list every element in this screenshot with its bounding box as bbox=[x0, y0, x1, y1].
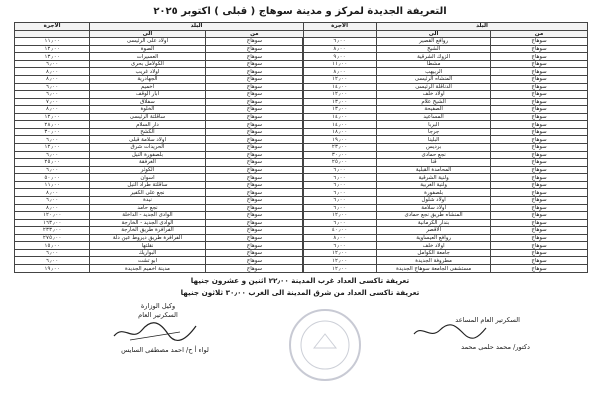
cell-to: اولاد على الرئيسى bbox=[90, 38, 206, 46]
cell-to: الشيخ علام bbox=[377, 98, 491, 106]
table-row bbox=[15, 151, 304, 159]
cell-from: سوهاج bbox=[491, 181, 588, 189]
cell-from: سوهاج bbox=[491, 68, 588, 76]
cell-fare: ١٢٫٠٠ bbox=[303, 75, 377, 83]
table-row bbox=[15, 174, 304, 182]
cell-to: روافع القصير bbox=[377, 38, 491, 46]
cell-fare: ٤٠٫٠٠ bbox=[303, 227, 377, 235]
table-row bbox=[15, 249, 304, 257]
cell-fare: ٦٫٠٠ bbox=[15, 83, 90, 91]
cell-fare: ٦٫٠٠ bbox=[303, 242, 377, 250]
cell-fare: ٢٨٫٠٠ bbox=[15, 121, 90, 129]
cell-to: نيدة bbox=[90, 196, 206, 204]
table-row bbox=[15, 136, 304, 144]
cell-fare: ١٢٫٠٠ bbox=[303, 91, 377, 99]
cell-from: سوهاج bbox=[205, 98, 303, 106]
cell-from: سوهاج bbox=[205, 53, 303, 61]
cell-fare: ٨٫٠٠ bbox=[15, 75, 90, 83]
document-title: التعريفة الجديدة لمركز و مدينة سوهاج ( قبلى ) اكتوبر ٢٠٢٥ bbox=[153, 6, 447, 17]
cell-to: الاقصر bbox=[377, 227, 491, 235]
cell-fare: ١٣٫٠٠ bbox=[303, 106, 377, 114]
table-row bbox=[303, 189, 588, 197]
table-row bbox=[303, 257, 588, 265]
table-row bbox=[303, 242, 588, 250]
table-row bbox=[303, 196, 588, 204]
cell-fare: ٦٫٠٠ bbox=[303, 38, 377, 46]
cell-from: سوهاج bbox=[205, 257, 303, 265]
table-row bbox=[15, 212, 304, 220]
cell-to: الربيهب bbox=[377, 68, 491, 76]
cell-to: الخلوة bbox=[90, 106, 206, 114]
cell-to: الصوة bbox=[90, 45, 206, 53]
cell-from: سوهاج bbox=[491, 227, 588, 235]
cell-fare: ١٢٫٠٠ bbox=[303, 257, 377, 265]
column-header-to: الى bbox=[90, 30, 206, 38]
table-row bbox=[15, 83, 304, 91]
official-seal-stamp bbox=[286, 306, 364, 384]
cell-to: الوادى الجديد - الداخلة bbox=[90, 212, 206, 220]
cell-fare: ١٢٠٫٠٠ bbox=[15, 212, 90, 220]
cell-to: ابار الوقف bbox=[90, 91, 206, 99]
cell-from: سوهاج bbox=[491, 128, 588, 136]
cell-fare: ١٢٫٠٠ bbox=[15, 144, 90, 152]
cell-to: ساقلتة الرئيسى bbox=[90, 113, 206, 121]
table-row bbox=[303, 219, 588, 227]
column-header-city: البلد bbox=[377, 23, 588, 31]
cell-fare: ٨٫٠٠ bbox=[303, 45, 377, 53]
cell-to: نجع على الكفير bbox=[90, 189, 206, 197]
table-row bbox=[303, 265, 588, 273]
table-row bbox=[303, 75, 588, 83]
cell-to: اسوان bbox=[90, 174, 206, 182]
table-row bbox=[303, 38, 588, 46]
column-header-fare-blank bbox=[303, 30, 377, 38]
cell-from: سوهاج bbox=[491, 106, 588, 114]
cell-to: الكولامل بحرى bbox=[90, 60, 206, 68]
table-row bbox=[303, 60, 588, 68]
cell-from: سوهاج bbox=[205, 45, 303, 53]
table-row bbox=[15, 242, 304, 250]
table-row bbox=[303, 53, 588, 61]
cell-to: اولاد خلف bbox=[377, 91, 491, 99]
table-row bbox=[15, 219, 304, 227]
cell-from: سوهاج bbox=[205, 181, 303, 189]
table-row bbox=[303, 166, 588, 174]
table-row bbox=[15, 265, 304, 273]
cell-fare: ٦٫٠٠ bbox=[15, 257, 90, 265]
table-header-top bbox=[303, 23, 588, 31]
cell-fare: ١٤٫٠٠ bbox=[303, 83, 377, 91]
table-row bbox=[303, 234, 588, 242]
cell-from: سوهاج bbox=[205, 151, 303, 159]
cell-from: سوهاج bbox=[205, 60, 303, 68]
cell-to: المنشاه طريق نجع حمادى bbox=[377, 212, 491, 220]
cell-from: سوهاج bbox=[205, 234, 303, 242]
table-row bbox=[15, 227, 304, 235]
cell-fare: ١٦٣٫٠٠ bbox=[15, 219, 90, 227]
table-row bbox=[15, 113, 304, 121]
cell-from: سوهاج bbox=[205, 174, 303, 182]
table-row bbox=[303, 91, 588, 99]
cell-to: الكشح bbox=[90, 128, 206, 136]
cell-fare: ٦٫٠٠ bbox=[303, 219, 377, 227]
column-header-fare-blank bbox=[15, 30, 90, 38]
cell-fare: ٦٫٠٠ bbox=[15, 151, 90, 159]
table-row bbox=[15, 53, 304, 61]
table-row bbox=[15, 234, 304, 242]
cell-fare: ١٨٫٠٠ bbox=[303, 128, 377, 136]
column-header-fare: الاجرة bbox=[303, 23, 377, 31]
cell-fare: ١٤٫٠٠ bbox=[303, 113, 377, 121]
table-row bbox=[15, 257, 304, 265]
table-header-top bbox=[15, 23, 304, 31]
cell-fare: ٨٫٠٠ bbox=[15, 204, 90, 212]
cell-fare: ٨٫٠٠ bbox=[15, 189, 90, 197]
cell-to: الصفيحة bbox=[377, 106, 491, 114]
cell-from: سوهاج bbox=[491, 219, 588, 227]
cell-fare: ٢٥٫٠٠ bbox=[303, 159, 377, 167]
table-row bbox=[15, 128, 304, 136]
table-row bbox=[15, 45, 304, 53]
cell-fare: ٨٫٠٠ bbox=[15, 68, 90, 76]
cell-to: اولاد خلف bbox=[377, 242, 491, 250]
handwritten-signature-right bbox=[410, 322, 490, 342]
cell-to: اولاد سلامة bbox=[377, 204, 491, 212]
table-header-sub bbox=[15, 30, 304, 38]
cell-from: سوهاج bbox=[205, 204, 303, 212]
table-row bbox=[15, 159, 304, 167]
cell-to: مدينة اخميم الجديدة bbox=[90, 265, 206, 273]
cell-from: سوهاج bbox=[205, 144, 303, 152]
cell-to: ولنية الشرقية bbox=[377, 174, 491, 182]
cell-to: البواريك bbox=[90, 249, 206, 257]
cell-fare: ٧٫٠٠ bbox=[15, 98, 90, 106]
cell-from: سوهاج bbox=[491, 38, 588, 46]
table-row bbox=[303, 113, 588, 121]
cell-from: سوهاج bbox=[205, 136, 303, 144]
cell-from: سوهاج bbox=[205, 113, 303, 121]
cell-fare: ٦٫٠٠ bbox=[15, 91, 90, 99]
column-header-from: من bbox=[205, 30, 303, 38]
cell-from: سوهاج bbox=[491, 75, 588, 83]
cell-fare: ٦٫٠٠ bbox=[303, 174, 377, 182]
cell-from: سوهاج bbox=[491, 151, 588, 159]
cell-fare: ١١٫٠٠ bbox=[15, 38, 90, 46]
table-row bbox=[15, 60, 304, 68]
cell-to: المساعيد bbox=[377, 113, 491, 121]
cell-fare: ٦٫٠٠ bbox=[15, 60, 90, 68]
signature-title-assistant: السكرتير العام المساعد bbox=[455, 316, 520, 324]
cell-to: المحامدة القبلية bbox=[377, 166, 491, 174]
cell-from: سوهاج bbox=[205, 227, 303, 235]
cell-from: سوهاج bbox=[491, 53, 588, 61]
cell-to: مطروفة الجديدة bbox=[377, 257, 491, 265]
cell-from: سوهاج bbox=[491, 144, 588, 152]
cell-fare: ١٢٫٠٠ bbox=[303, 265, 377, 273]
cell-to: ولنية الغربية bbox=[377, 181, 491, 189]
cell-from: سوهاج bbox=[205, 106, 303, 114]
table-row bbox=[303, 174, 588, 182]
cell-from: سوهاج bbox=[205, 159, 303, 167]
cell-fare: ٦٫٠٠ bbox=[303, 181, 377, 189]
cell-to: البربا bbox=[377, 121, 491, 129]
cell-from: سوهاج bbox=[205, 68, 303, 76]
cell-from: سوهاج bbox=[205, 128, 303, 136]
cell-fare: ٦٫٠٠ bbox=[15, 136, 90, 144]
cell-from: سوهاج bbox=[205, 219, 303, 227]
cell-from: سوهاج bbox=[491, 159, 588, 167]
cell-from: سوهاج bbox=[491, 242, 588, 250]
cell-to: ساقلتة طراد النيل bbox=[90, 181, 206, 189]
table-row bbox=[303, 181, 588, 189]
tariff-table-left bbox=[14, 22, 304, 273]
cell-from: سوهاج bbox=[491, 174, 588, 182]
cell-to: بلصفورة النيل bbox=[90, 151, 206, 159]
table-row bbox=[15, 38, 304, 46]
cell-fare: ٦٫٠٠ bbox=[15, 166, 90, 174]
tariff-table-right bbox=[302, 22, 588, 273]
table-row bbox=[303, 98, 588, 106]
table-row bbox=[303, 227, 588, 235]
cell-fare: ١٢٫٠٠ bbox=[15, 113, 90, 121]
taxi-note-east-west: تعريفة تاكسى العداد من شرق المدينة الى الغرب ٣٠٫٠٠ ثلاثون جنيها bbox=[180, 288, 420, 297]
cell-from: سوهاج bbox=[491, 91, 588, 99]
table-row bbox=[303, 106, 588, 114]
cell-to: الجهادرية bbox=[90, 75, 206, 83]
cell-to: الكوثر bbox=[90, 166, 206, 174]
cell-from: سوهاج bbox=[491, 265, 588, 273]
cell-from: سوهاج bbox=[491, 113, 588, 121]
table-row bbox=[15, 166, 304, 174]
cell-fare: ٣٠٫٠٠ bbox=[15, 128, 90, 136]
cell-to: نقلتها bbox=[90, 242, 206, 250]
cell-from: سوهاج bbox=[205, 265, 303, 273]
cell-fare: ٢٣٫٠٠ bbox=[303, 144, 377, 152]
cell-from: سوهاج bbox=[491, 249, 588, 257]
table-row bbox=[303, 159, 588, 167]
cell-to: اخميم bbox=[90, 83, 206, 91]
signature-name-assistant: دكتور/ محمد حلمى محمد bbox=[461, 343, 530, 351]
cell-to: الحريدات شرق bbox=[90, 144, 206, 152]
table-header-sub bbox=[303, 30, 588, 38]
cell-to: بندار الكرمانية bbox=[377, 219, 491, 227]
table-row bbox=[15, 196, 304, 204]
cell-fare: ٦٫٠٠ bbox=[303, 204, 377, 212]
cell-fare: ١١٫٠٠ bbox=[15, 181, 90, 189]
table-row bbox=[303, 204, 588, 212]
cell-fare: ١٢٫٠٠ bbox=[15, 45, 90, 53]
cell-to: الدناقلة الرئيسى bbox=[377, 83, 491, 91]
cell-from: سوهاج bbox=[491, 212, 588, 220]
cell-from: سوهاج bbox=[205, 166, 303, 174]
cell-from: سوهاج bbox=[205, 189, 303, 197]
cell-from: سوهاج bbox=[205, 242, 303, 250]
table-row bbox=[15, 189, 304, 197]
table-row bbox=[15, 204, 304, 212]
cell-to: مشطا bbox=[377, 60, 491, 68]
cell-to: اولاد سلامة قبلى bbox=[90, 136, 206, 144]
cell-from: سوهاج bbox=[205, 38, 303, 46]
cell-fare: ٦٫٠٠ bbox=[303, 189, 377, 197]
cell-fare: ٦٫٠٠ bbox=[303, 196, 377, 204]
cell-from: سوهاج bbox=[205, 75, 303, 83]
cell-from: سوهاج bbox=[491, 257, 588, 265]
cell-to: ابو تشت bbox=[90, 257, 206, 265]
cell-fare: ٨٫٠٠ bbox=[303, 234, 377, 242]
table-row bbox=[303, 136, 588, 144]
cell-fare: ٢٥٫٠٠ bbox=[15, 159, 90, 167]
cell-from: سوهاج bbox=[491, 196, 588, 204]
cell-from: سوهاج bbox=[491, 121, 588, 129]
table-row bbox=[15, 75, 304, 83]
cell-to: قنا bbox=[377, 159, 491, 167]
cell-to: البلينا bbox=[377, 136, 491, 144]
cell-from: سوهاج bbox=[205, 121, 303, 129]
table-row bbox=[303, 45, 588, 53]
cell-from: سوهاج bbox=[491, 60, 588, 68]
cell-from: سوهاج bbox=[491, 98, 588, 106]
cell-fare: ٦٫٠٠ bbox=[303, 166, 377, 174]
taxi-note-west: تعريفة تاكسى العداد غرب المدينة ٢٢٫٠٠ اثنين و عشرون جنيها bbox=[190, 276, 410, 285]
cell-fare: ٢٧٥٫٠٠ bbox=[15, 234, 90, 242]
cell-from: سوهاج bbox=[205, 196, 303, 204]
cell-to: اولاد شلول bbox=[377, 196, 491, 204]
cell-from: سوهاج bbox=[205, 212, 303, 220]
cell-from: سوهاج bbox=[491, 234, 588, 242]
cell-from: سوهاج bbox=[491, 166, 588, 174]
cell-to: مستشفى الجامعة سوهاج الجديدة bbox=[377, 265, 491, 273]
table-row bbox=[15, 106, 304, 114]
table-row bbox=[15, 144, 304, 152]
table-row bbox=[15, 121, 304, 129]
cell-fare: ٣٠٫٠٠ bbox=[303, 151, 377, 159]
cell-from: سوهاج bbox=[491, 45, 588, 53]
signature-title-secretary-general: السكرتير العام bbox=[138, 311, 178, 319]
cell-to: جرجا bbox=[377, 128, 491, 136]
cell-to: سفلاق bbox=[90, 98, 206, 106]
table-row bbox=[303, 128, 588, 136]
cell-fare: ٨٫٠٠ bbox=[303, 68, 377, 76]
cell-from: سوهاج bbox=[205, 91, 303, 99]
cell-from: سوهاج bbox=[491, 189, 588, 197]
column-header-from: من bbox=[491, 30, 588, 38]
cell-from: سوهاج bbox=[491, 204, 588, 212]
table-row bbox=[15, 181, 304, 189]
cell-to: الوادى الجديد - الخارجة bbox=[90, 219, 206, 227]
table-row bbox=[303, 144, 588, 152]
cell-from: سوهاج bbox=[205, 249, 303, 257]
cell-fare: ٢٣٣٫٠٠ bbox=[15, 227, 90, 235]
cell-to: الفرافرة طريق الخارجة bbox=[90, 227, 206, 235]
cell-to: نجع حمادى bbox=[377, 151, 491, 159]
cell-to: اولاد غريب bbox=[90, 68, 206, 76]
table-row bbox=[303, 212, 588, 220]
cell-fare: ٥٠٫٠٠ bbox=[15, 174, 90, 182]
cell-fare: ١٣٫٠٠ bbox=[303, 98, 377, 106]
column-header-city: البلد bbox=[90, 23, 304, 31]
cell-fare: ٨٫٠٠ bbox=[15, 106, 90, 114]
table-row bbox=[303, 151, 588, 159]
cell-to: جامعة الكوامل bbox=[377, 249, 491, 257]
cell-to: العسيرات bbox=[90, 53, 206, 61]
cell-fare: ١٣٫٠٠ bbox=[15, 53, 90, 61]
cell-fare: ١١٫٠٠ bbox=[303, 60, 377, 68]
cell-fare: ١٩٫٠٠ bbox=[303, 136, 377, 144]
cell-fare: ١٤٫٠٠ bbox=[303, 121, 377, 129]
table-row bbox=[15, 91, 304, 99]
table-row bbox=[303, 83, 588, 91]
table-row bbox=[15, 68, 304, 76]
signature-title-undersecretary: وكيل الوزارة bbox=[140, 302, 176, 310]
signature-name-secretary-general: لواء أ ح/ احمد مصطفى السايس bbox=[121, 346, 209, 354]
cell-fare: ٩٫٠٠ bbox=[303, 53, 377, 61]
column-header-fare: الاجرة bbox=[15, 23, 90, 31]
cell-to: برديس bbox=[377, 144, 491, 152]
cell-fare: ١٩٫٠٠ bbox=[15, 265, 90, 273]
handwritten-signature-left bbox=[110, 320, 200, 344]
cell-fare: ١٢٫٠٠ bbox=[303, 212, 377, 220]
cell-from: سوهاج bbox=[491, 136, 588, 144]
table-row bbox=[303, 68, 588, 76]
cell-to: الغرفقة bbox=[90, 159, 206, 167]
table-row bbox=[303, 249, 588, 257]
column-header-to: الى bbox=[377, 30, 491, 38]
cell-fare: ١٥٫٠٠ bbox=[15, 242, 90, 250]
cell-to: دار السلام bbox=[90, 121, 206, 129]
cell-to: بلصفورة bbox=[377, 189, 491, 197]
cell-from: سوهاج bbox=[491, 83, 588, 91]
cell-from: سوهاج bbox=[205, 83, 303, 91]
cell-to: الفرافرة طريق ديروط عين دلة bbox=[90, 234, 206, 242]
cell-to: المنشاه الرئيسى bbox=[377, 75, 491, 83]
cell-to: الزوك الشرقية bbox=[377, 53, 491, 61]
cell-fare: ٦٫٠٠ bbox=[15, 196, 90, 204]
cell-fare: ٦٫٠٠ bbox=[15, 249, 90, 257]
table-row bbox=[15, 98, 304, 106]
cell-to: روافع العيساوية bbox=[377, 234, 491, 242]
table-row bbox=[303, 121, 588, 129]
cell-fare: ١٢٫٠٠ bbox=[303, 249, 377, 257]
cell-to: الشيخ bbox=[377, 45, 491, 53]
cell-to: نجع حامد bbox=[90, 204, 206, 212]
